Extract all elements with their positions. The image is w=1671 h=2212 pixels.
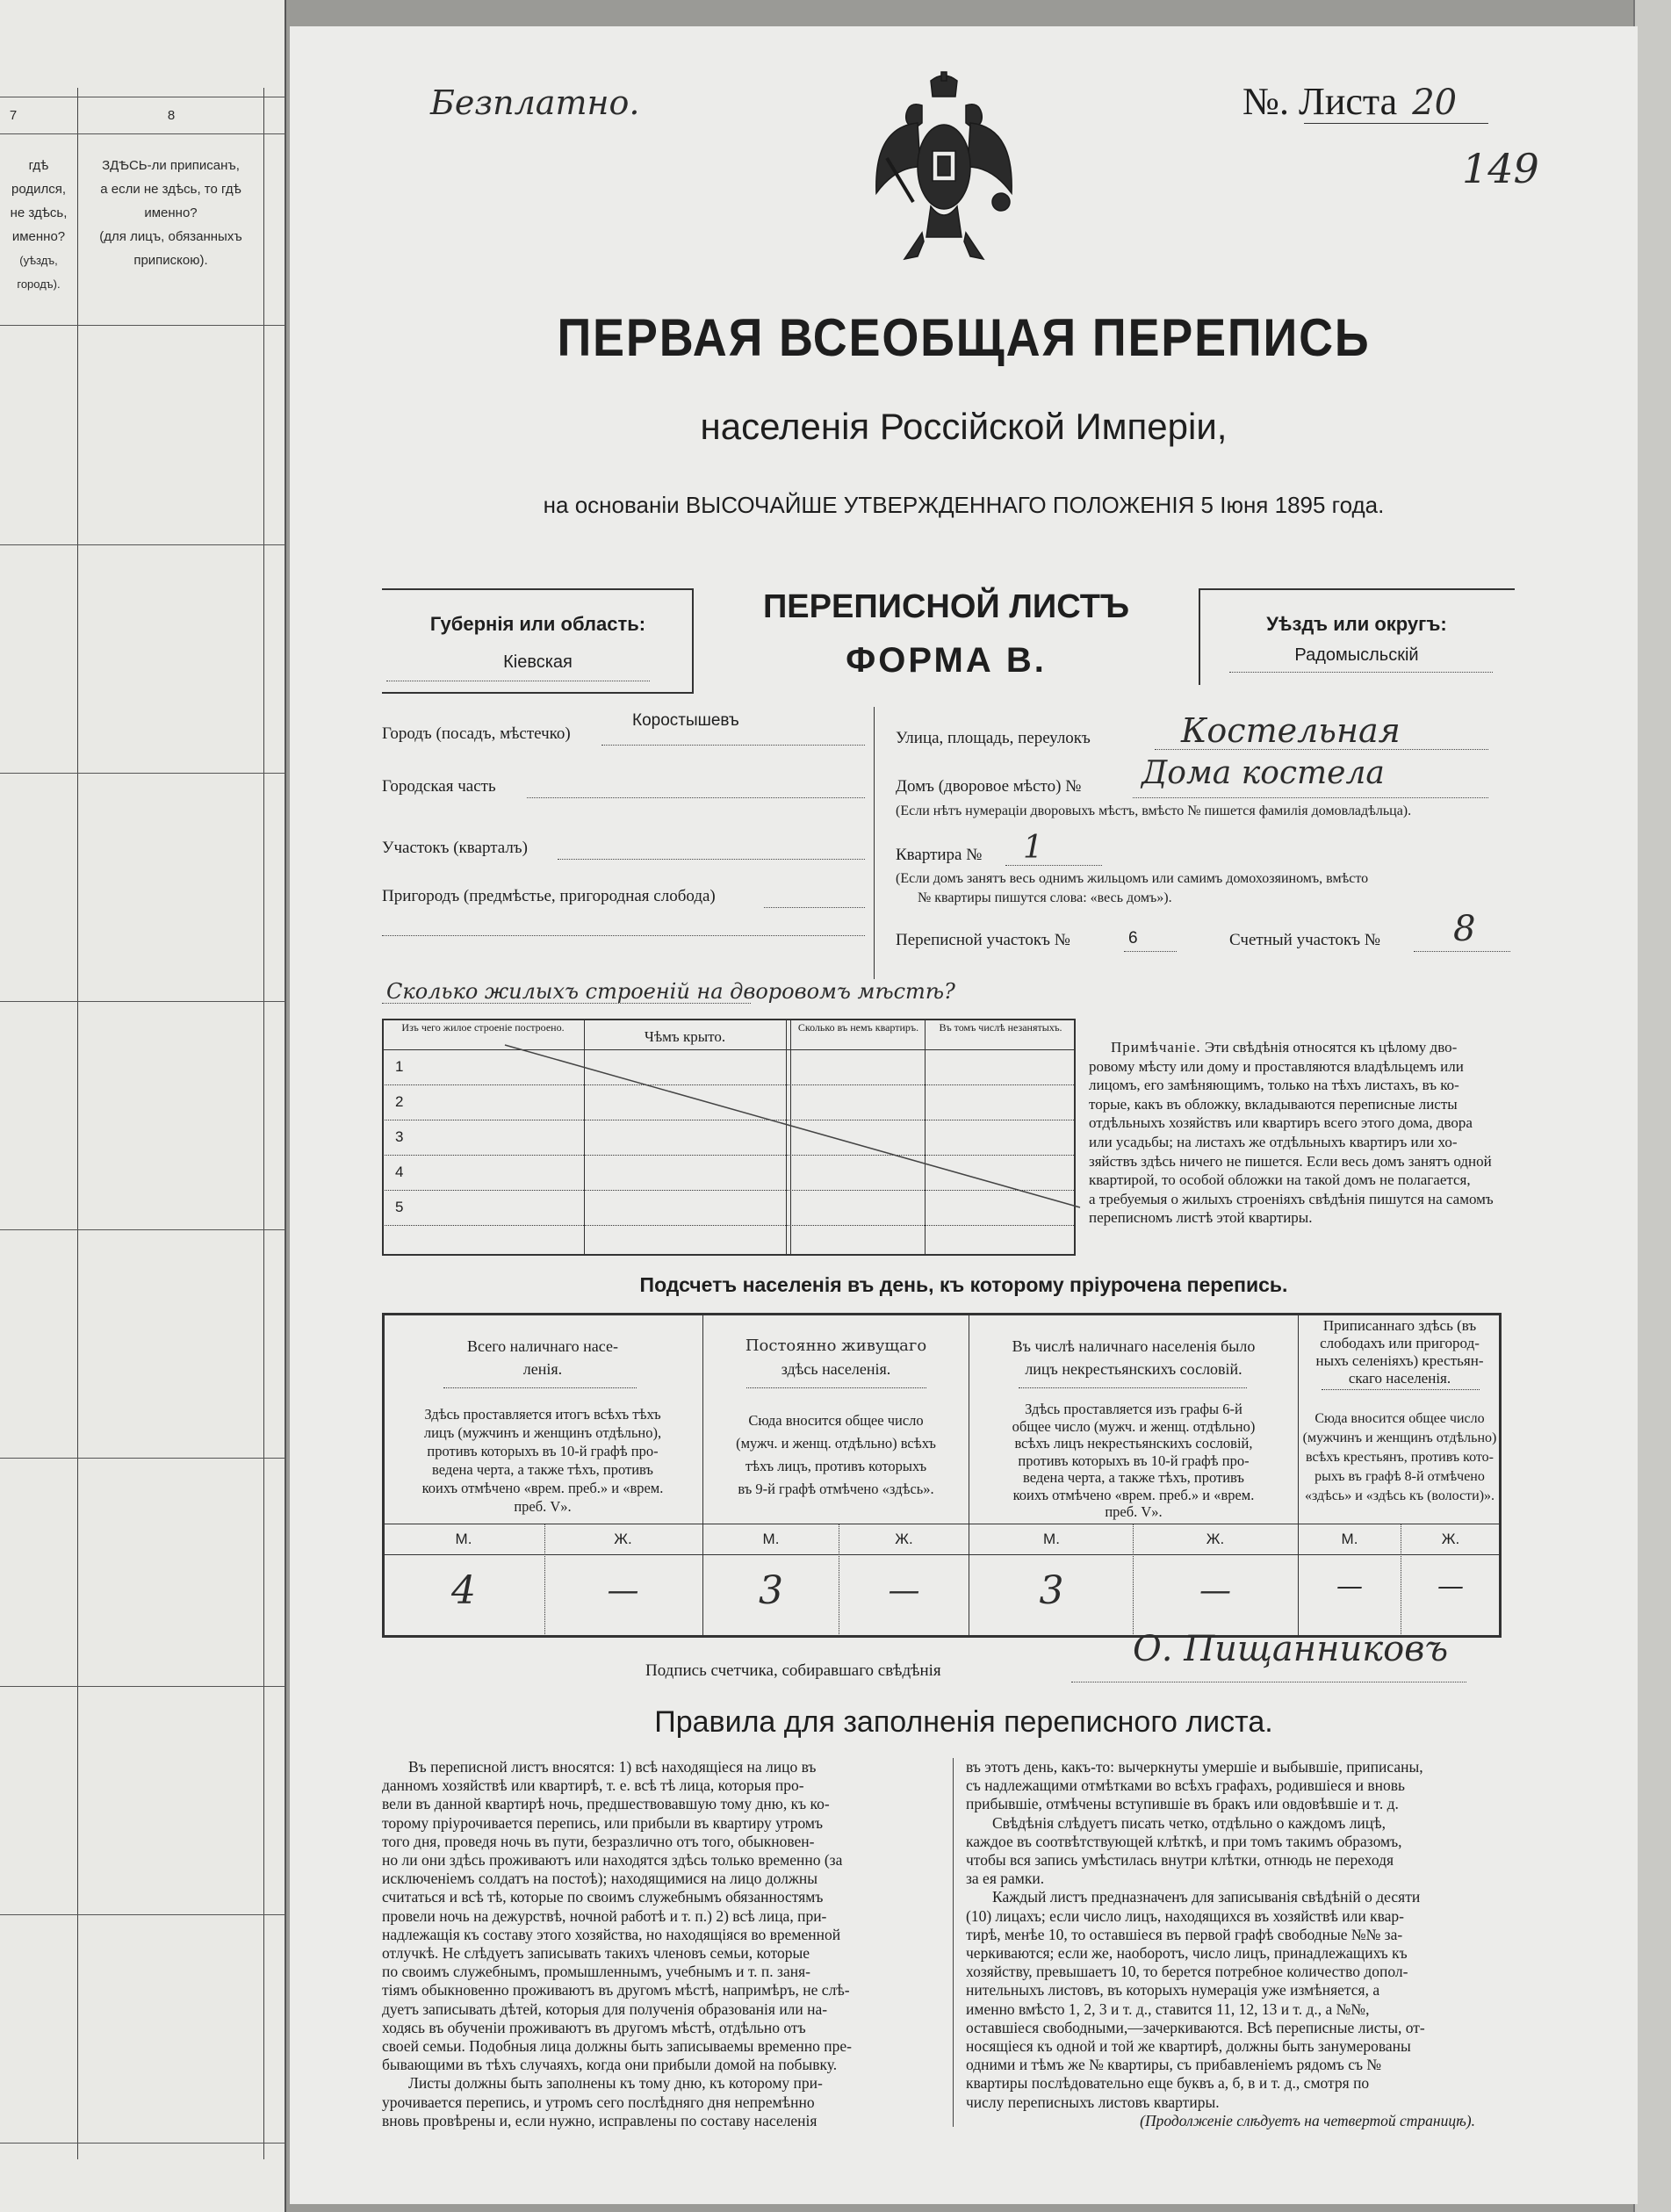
column-7-header: гдѣ родился, не здѣсь, именно? (уѣздъ, городъ). [10, 158, 68, 291]
buildings-header-roof: Чѣмъ крыто. [644, 1028, 726, 1045]
population-col1-header: Всего наличнаго насе- ленія. [467, 1337, 618, 1378]
population-col1-male-value: 4 [451, 1568, 476, 1613]
buildings-row-4: 4 [395, 1164, 404, 1180]
population-col1-male-label: М. [455, 1531, 472, 1547]
archive-number: 149 [1462, 145, 1539, 192]
population-col3-female-value: — [1199, 1573, 1231, 1609]
suburb-label: Пригородъ (предмѣстье, пригородная слобода) [382, 887, 716, 905]
population-col2-male-label: М. [762, 1531, 780, 1547]
population-col4-female-label: Ж. [1441, 1531, 1460, 1547]
census-area-label: Переписной участокъ № [896, 931, 1070, 949]
population-col1-description: Здѣсь проставляется итогъ всѣхъ тѣхъ лицъ (мужчинъ и женщинъ отдѣльно), противъ которыхъ въ 10-й графѣ про- ведена черта, а также тѣхъ, противъ коихъ отмѣчено «врем. преб.» и «врем. преб. V». [421, 1406, 664, 1515]
street-label: Улица, площадь, переулокъ [896, 729, 1091, 747]
census-title: ПЕРВАЯ ВСЕОБЩАЯ ПЕРЕПИСЬ [557, 308, 1371, 367]
buildings-question: Сколько жилыхъ строеній на дворовомъ мѣстѣ? [386, 979, 955, 1004]
population-col3-male-value: 3 [1039, 1568, 1064, 1613]
sheet-number-label: №. Листа [1242, 80, 1398, 123]
buildings-note: Примѣчаніе. Эти свѣдѣнія относятся къ цѣлому дво- ровому мѣсту или дому и проставляются владѣльцемъ или лицомъ, его замѣняющимъ, только на тѣхъ листахъ, въ ко- торые, какъ въ обложку, вкладываются переписные листы отдѣльныхъ хозяйствъ или квартиръ всего этого дома, двора или усадьбы; на листахъ же отдѣльныхъ квартиръ или хо- зяйствъ здѣсь ничего не пишется. Если весь домъ занятъ одной квартирой, то особой обложки на такой домъ не полагается, а требуемыя о жилыхъ строеніяхъ свѣдѣнія пишутся на самомъ переписномъ листѣ этой квартиры. [1089, 1039, 1494, 1227]
rules-left-column: Въ переписной листъ вносятся: 1) всѣ находящіеся на лицо въ данномъ хозяйствѣ или квартирѣ, т. е. всѣ тѣ лица, которыя про- вели въ данной квартирѣ ночь, предшествовавшую тому дню, къ ко- торому пріурочивается перепись, или прибыли въ квартиру утромъ того дня, проведя ночь въ пути, безразлично отъ того, обыкновен- но ли они здѣсь проживаютъ или находятся здѣсь только временно (за исключеніемъ солдатъ на постоѣ); находящимися на лицо должны считаться и всѣ тѣ, которые по своимъ служебнымъ обязанностямъ провели ночь на дежурствѣ, ночной работѣ и т. п.) 2) всѣ лица, при- надлежащія къ составу этого хозяйства, но находящіяся во временной отлучкѣ. Не слѣдуетъ записывать такихъ членовъ семьи, которые по своимъ служебнымъ, промышленнымъ, учебнымъ и т. п. заня- тіямъ обыкновенно проживаютъ въ другомъ мѣстѣ, напримѣръ, не слѣ- дуетъ записывать дѣтей, которыя для полученія образованія или на- ходясь въ обученіи проживаютъ въ другомъ мѣстѣ, отдѣльно отъ своей семьи. Подобныя лица должны быть записываемы временно пре- бывающими въ тѣхъ случаяхъ, когда они прибыли домой на побывку. Листы должны быть заполнены къ тому дню, къ которому при- урочивается перепись, и утромъ сего послѣдняго дня непремѣнно вновь провѣрены и, если нужно, исправлены по составу населенія [382, 1758, 852, 2129]
population-col2-female-label: Ж. [895, 1531, 913, 1547]
house-note: (Если нѣтъ нумераціи дворовыхъ мѣстъ, вмѣсто № пишется фамилія домовладѣльца). [896, 803, 1412, 818]
city-value: Коростышевъ [632, 711, 739, 730]
uezd-box [1199, 588, 1515, 685]
population-col3-description: Здѣсь проставляется изъ графы 6-й общее число (мужч. и женщ. отдѣльно) всѣхъ лицъ некрестьянскихъ сословій, противъ которыхъ въ 10-й графѣ про- ведена черта, а также тѣхъ, противъ коихъ отмѣчено «врем. преб.» и «врем. преб. V». [1012, 1401, 1256, 1520]
census-subtitle: населенія Россійской Имперіи, [700, 406, 1228, 447]
population-col1-female-label: Ж. [614, 1531, 632, 1547]
population-col2-description: Сюда вносится общее число (мужч. и женщ. отдѣльно) всѣхъ тѣхъ лицъ, противъ которыхъ въ 9-й графѣ отмѣчено «здѣсь». [736, 1412, 936, 1497]
rules-right-column: въ этотъ день, какъ-то: вычеркнуты умершіе и выбывшіе, приписаны, съ надлежащими отмѣтками во всѣхъ графахъ, родившіеся и вновь прибывшіе, отмѣчены вступившіе въ бракъ или овдовѣвшіе и т. д. Свѣдѣнія слѣдуетъ писать четко, отдѣльно о каждомъ лицѣ, каждое въ соотвѣтствующей клѣткѣ, и при томъ такимъ образомъ, чтобы вся запись умѣстилась внутри клѣтки, отнюдь не переходя за ея рамки. Каждый листъ предназначенъ для записыванія свѣдѣній о десяти (10) лицахъ; если число лицъ, находящихся въ хозяйствѣ или квар- тирѣ, менѣе 10, то оставшіеся въ первой графѣ свободные №№ за- черкиваются; если же, наоборотъ, число лицъ, принадлежащихъ къ хозяйству, превышаетъ 10, то берется потребное количество допол- нительныхъ листовъ, въ которыхъ нумерація уже измѣняется, а именно вмѣсто 1, 2, 3 и т. д., ставится 11, 12, 13 и т. д., а №№, оставшіеся свободными,—зачеркиваются. Всѣ переписные листы, от- носящіеся къ одной и той же квартирѣ, должны быть занумерованы одними и тѣмъ же № квартиры, съ прибавленіемъ рядомъ съ № квартиры послѣдовательно еще буквъ а, б, в и т. д., смотря по числу переписныхъ листовъ квартиры. (Продолженіе слѣдуетъ на четвертой страницѣ). [966, 1758, 1510, 2130]
population-col4-male-label: М. [1341, 1531, 1358, 1547]
buildings-row-2: 2 [395, 1093, 404, 1110]
rules-continued-note: (Продолженіе слѣдуетъ на четвертой страницѣ). [1140, 2111, 1475, 2129]
population-col4-description: Сюда вносится общее число (мужчинъ и женщинъ отдѣльно) всѣхъ крестьянъ, противъ кото- рыхъ въ графѣ 8-й отмѣчено «здѣсь» и «здѣсь къ (волости)». [1302, 1411, 1497, 1503]
census-sheet-title: ПЕРЕПИСНОЙ ЛИСТЪ [762, 588, 1130, 625]
population-col2-male-value: 3 [759, 1568, 783, 1613]
buildings-header-flats: Сколько въ немъ квартиръ. [797, 1021, 919, 1034]
count-area-label: Счетный участокъ № [1229, 931, 1380, 949]
population-col2-header: Постоянно живущаго здѣсь населенія. [745, 1337, 927, 1378]
population-col3-male-label: М. [1043, 1531, 1060, 1547]
street-value: Костельная [1181, 711, 1401, 750]
free-of-charge-label: Безплатно. [430, 83, 640, 122]
city-label: Городъ (посадъ, мѣстечко) [382, 724, 571, 743]
population-col4-female-value: — [1437, 1571, 1464, 1602]
enumerator-signature: О. Пищанниковъ [1133, 1629, 1449, 1669]
column-7-number: 7 [9, 108, 18, 123]
buildings-row-1: 1 [395, 1058, 404, 1075]
column-8-header: ЗДѢСЬ-ли приписанъ, а если не здѣсь, то гдѣ именно? (для лицъ, обязанныхъ припискою). [99, 158, 242, 268]
count-area-value: 8 [1453, 909, 1476, 949]
census-area-value: 6 [1128, 929, 1138, 947]
buildings-row-5: 5 [395, 1199, 404, 1215]
buildings-header-material: Изъ чего жилое строеніе построено. [401, 1021, 565, 1034]
next-page-edge [1633, 0, 1671, 2212]
population-col3-header: Въ числѣ наличнаго населенія было лицъ некрестьянскихъ сословій. [1012, 1337, 1256, 1378]
population-col3-female-label: Ж. [1206, 1531, 1225, 1547]
guberniya-value: Кіевская [503, 652, 573, 672]
buildings-row-3: 3 [395, 1128, 404, 1145]
population-col2-female-value: — [888, 1573, 920, 1609]
house-value: Дома костела [1142, 755, 1385, 791]
sheet-number [1242, 79, 1457, 124]
population-title: Подсчетъ населенія въ день, къ которому пріурочена перепись. [639, 1273, 1288, 1296]
guberniya-box [382, 588, 694, 694]
census-sheet [290, 26, 1638, 2204]
form-type-title: ФОРМА В. [846, 641, 1047, 680]
previous-page-strip [0, 0, 286, 2212]
column-8-number: 8 [167, 108, 176, 123]
flat-value: 1 [1023, 830, 1043, 866]
population-col1-female-value: — [607, 1573, 639, 1609]
uezd-label: Уѣздъ или округъ: [1266, 613, 1447, 635]
rules-title: Правила для заполненія переписного листа. [654, 1705, 1273, 1739]
double-headed-eagle-emblem [869, 70, 1019, 290]
guberniya-label: Губернія или область: [429, 613, 646, 635]
uezd-value: Радомысльскій [1294, 645, 1419, 665]
city-part-label: Городская часть [382, 777, 496, 796]
population-col4-header: Приписаннаго здѣсь (въ слободахъ или пригород- ныхъ селеніяхъ) крестьян- скаго населенія. [1315, 1317, 1484, 1387]
legal-basis: на основаніи ВЫСОЧАЙШЕ УТВЕРЖДЕННАГО ПОЛОЖЕНІЯ 5 Іюня 1895 года. [543, 492, 1385, 518]
flat-label: Квартира № [896, 846, 983, 864]
strike-through-line [382, 1019, 1084, 1212]
buildings-header-vacant: Въ томъ числѣ незанятыхъ. [939, 1021, 1062, 1034]
flat-note-line-1: (Если домъ занятъ весь однимъ жильцомъ или самимъ домохозяиномъ, вмѣсто [896, 871, 1369, 886]
district-label: Участокъ (кварталъ) [382, 839, 528, 857]
sheet-number-value: 20 [1412, 83, 1458, 123]
house-label: Домъ (дворовое мѣсто) № [896, 777, 1082, 796]
population-col4-male-value: — [1336, 1571, 1363, 1602]
signature-label: Подпись счетчика, собиравшаго свѣдѣнія [645, 1661, 941, 1680]
flat-note-line-2: № квартиры пишутся слова: «весь домъ»). [918, 890, 1172, 905]
